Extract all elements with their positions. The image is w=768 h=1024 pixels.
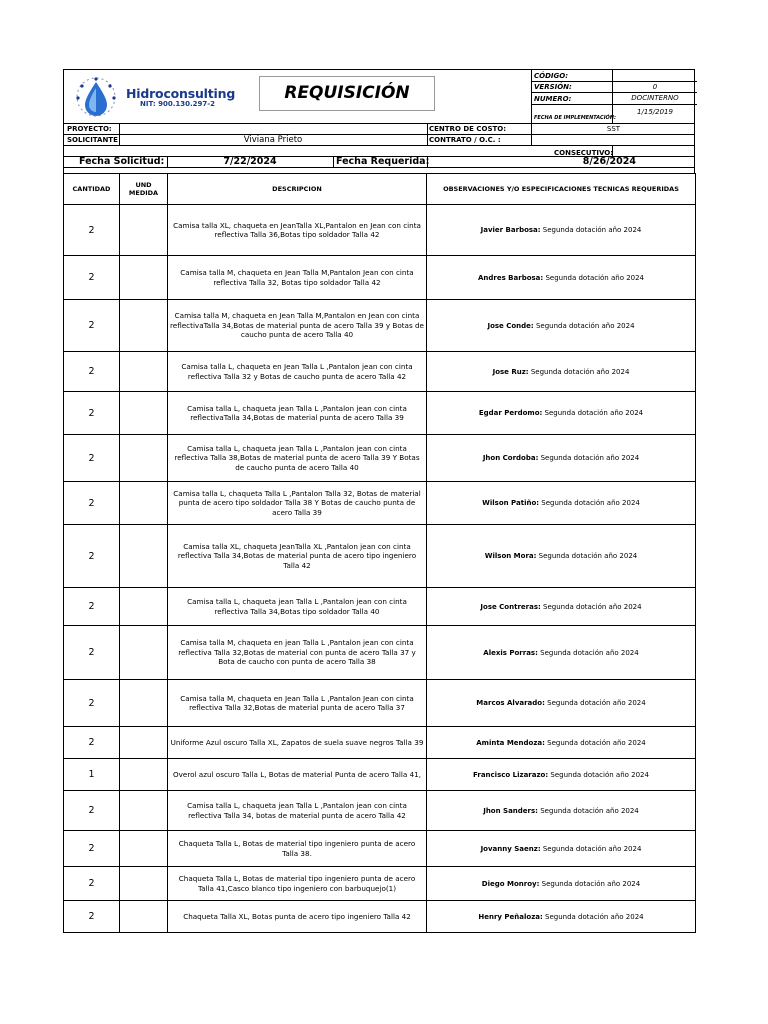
header-observaciones: OBSERVACIONES Y/O ESPECIFICACIONES TECNICAS REQUERIDAS — [427, 174, 696, 205]
solicitante-label: SOLICITANTE — [67, 136, 118, 144]
row-cantidad: 2 — [64, 352, 120, 392]
row-descripcion: Camisa talla XL, chaqueta en JeanTalla XL,Pantalon en Jean con cinta reflectiva Talla 36,Botas tipo soldador Talla 42 — [168, 205, 427, 256]
row-observaciones — [427, 680, 696, 727]
row-observation-text: Segunda dotación año 2024 — [533, 321, 635, 330]
meta-version-label: VERSIÓN: — [534, 83, 572, 91]
row-observaciones — [427, 588, 696, 626]
meta-fecha-impl-row — [532, 105, 697, 124]
table-row — [64, 867, 696, 901]
row-observaciones — [427, 205, 696, 256]
solicitante-row — [63, 134, 695, 145]
row-und-medida — [120, 352, 168, 392]
table-row — [64, 435, 696, 482]
meta-numero-label: NUMERO: — [534, 95, 572, 103]
header-cantidad: CANTIDAD — [64, 174, 120, 205]
row-observation-text: Segunda dotación año 2024 — [542, 409, 644, 417]
row-und-medida — [120, 525, 168, 588]
row-person-name: Wilson Mora: — [484, 552, 537, 560]
centro-costo-label: CENTRO DE COSTO: — [429, 125, 507, 133]
fecha-requerida-label: Fecha Requerida: — [336, 156, 430, 167]
table-row — [64, 352, 696, 392]
row-observation-text: Segunda dotación año 2024 — [539, 499, 640, 507]
solicitante-value: Viviana Prieto — [243, 135, 303, 145]
fecha-solicitud-label: Fecha Solicitud: — [79, 156, 165, 167]
row-observaciones — [427, 352, 696, 392]
table-row — [64, 831, 696, 867]
row-person-name: Henry Peñaloza: — [478, 912, 543, 921]
meta-numero-row — [532, 93, 697, 105]
document-meta — [531, 70, 697, 124]
row-person-name: Jose Contreras: — [480, 602, 541, 611]
row-descripcion: Camisa talla M, chaqueta en jean Talla L ,Pantalon jean con cinta reflectiva Talla 32,Botas de material con punta de acero Talla 37 y Bota de caucho con punta de acero Talla 38 — [168, 626, 427, 680]
proyecto-label: PROYECTO: — [67, 125, 112, 133]
row-descripcion: Camisa talla XL, chaqueta JeanTalla XL ,Pantalon jean con cinta reflectiva Talla 34,Botas de material punta de acero tipo ingeniero Talla 42 — [168, 525, 427, 588]
row-cantidad: 2 — [64, 482, 120, 525]
row-person-name: Javier Barbosa: — [480, 226, 541, 234]
row-observaciones — [427, 525, 696, 588]
row-observaciones — [427, 831, 696, 867]
row-cantidad: 2 — [64, 300, 120, 352]
water-drop-logo-icon — [72, 76, 124, 118]
row-observation-text: Segunda dotación año 2024 — [537, 648, 639, 657]
row-cantidad: 1 — [64, 759, 120, 791]
row-observation-text: Segunda dotación año 2024 — [528, 367, 630, 376]
row-und-medida — [120, 901, 168, 933]
table-row — [64, 482, 696, 525]
row-person-name: Jose Conde: — [487, 321, 534, 330]
row-observaciones — [427, 256, 696, 300]
row-observaciones — [427, 435, 696, 482]
row-und-medida — [120, 205, 168, 256]
row-und-medida — [120, 588, 168, 626]
row-und-medida — [120, 867, 168, 901]
row-person-name: Andres Barbosa: — [477, 273, 544, 282]
document-header — [63, 69, 695, 123]
dates-row — [63, 156, 695, 168]
row-descripcion: Camisa talla L, chaqueta en Jean Talla L ,Pantalon jean con cinta reflectiva Talla 32 y Botas de caucho punta de acero Talla 42 — [168, 352, 427, 392]
row-observation-text: Segunda dotación año 2024 — [544, 738, 646, 747]
row-descripcion: Overol azul oscuro Talla L, Botas de material Punta de acero Talla 41, — [168, 759, 427, 791]
header-descripcion: DESCRIPCION — [168, 174, 427, 205]
row-person-name: Egdar Perdomo: — [478, 409, 543, 417]
table-row — [64, 588, 696, 626]
row-descripcion: Chaqueta Talla XL, Botas punta de acero tipo ingeniero Talla 42 — [168, 901, 427, 933]
meta-codigo-row — [532, 70, 697, 82]
row-observaciones — [427, 791, 696, 831]
row-observaciones — [427, 867, 696, 901]
row-und-medida — [120, 791, 168, 831]
row-und-medida — [120, 626, 168, 680]
row-und-medida — [120, 759, 168, 791]
meta-version-row — [532, 82, 697, 93]
items-table — [63, 173, 696, 933]
row-und-medida — [120, 392, 168, 435]
row-descripcion: Camisa talla L, chaqueta jean Talla L ,Pantalon jean con cinta reflectiva Talla 34,Botas tipo soldador Talla 40 — [168, 588, 427, 626]
row-und-medida — [120, 482, 168, 525]
meta-numero-value: DOCINTERNO — [612, 93, 697, 104]
row-observation-text: Segunda dotación año 2024 — [536, 552, 638, 560]
document-title: REQUISICIÓN — [259, 76, 435, 111]
row-descripcion: Camisa talla L, chaqueta jean Talla L ,Pantalon jean con cinta reflectiva Talla 34, botas de material punta de acero Talla 42 — [168, 791, 427, 831]
row-descripcion: Camisa talla M, chaqueta en Jean Talla M,Pantalon Jean con cinta reflectiva Talla 32, Botas tipo soldador Talla 42 — [168, 256, 427, 300]
row-observaciones — [427, 901, 696, 933]
row-descripcion: Camisa talla L, chaqueta jean Talla L ,Pantalon jean con cinta reflectivaTalla 34,Botas de material punta de acero Talla 39 — [168, 392, 427, 435]
row-descripcion: Chaqueta Talla L, Botas de material tipo ingeniero punta de acero Talla 41,Casco blanco tipo ingeniero con barbuquejo(1) — [168, 867, 427, 901]
row-observation-text: Segunda dotación año 2024 — [540, 602, 642, 611]
fecha-requerida-value: 8/26/2024 — [582, 156, 636, 167]
row-observaciones — [427, 300, 696, 352]
meta-codigo-label: CÓDIGO: — [534, 72, 568, 80]
row-observaciones — [427, 727, 696, 759]
row-observaciones — [427, 626, 696, 680]
table-row — [64, 759, 696, 791]
row-und-medida — [120, 300, 168, 352]
table-row — [64, 626, 696, 680]
row-cantidad: 2 — [64, 626, 120, 680]
table-row — [64, 680, 696, 727]
contrato-label: CONTRATO / O.C. : — [429, 136, 501, 144]
meta-codigo-value — [612, 70, 697, 81]
table-row — [64, 727, 696, 759]
row-person-name: Jhon Cordoba: — [482, 454, 539, 462]
row-descripcion: Camisa talla M, chaqueta en Jean Talla L ,Pantalon Jean con cinta reflectiva Talla 32,Botas de material punta de acero Talla 37 — [168, 680, 427, 727]
row-person-name: Jhon Sanders: — [483, 806, 538, 815]
row-cantidad: 2 — [64, 525, 120, 588]
meta-version-value: 0 — [612, 82, 697, 92]
meta-fecha-impl-label: FECHA DE IMPLEMENTACIÓN: — [534, 115, 616, 121]
row-cantidad: 2 — [64, 901, 120, 933]
table-row — [64, 205, 696, 256]
fecha-solicitud-value: 7/22/2024 — [223, 156, 277, 167]
row-person-name: Jose Ruz: — [492, 367, 529, 376]
row-cantidad: 2 — [64, 588, 120, 626]
row-und-medida — [120, 256, 168, 300]
company-name: Hidroconsulting — [126, 86, 236, 101]
row-person-name: Aminta Mendoza: — [476, 738, 545, 747]
row-person-name: Francisco Lizarazo: — [473, 770, 549, 779]
row-observation-text: Segunda dotación año 2024 — [539, 879, 641, 888]
row-und-medida — [120, 680, 168, 727]
table-header-row — [64, 174, 696, 205]
row-observaciones — [427, 392, 696, 435]
centro-costo-value: SST — [606, 125, 621, 133]
header-und-medida: UND MEDIDA — [120, 174, 168, 205]
row-observation-text: Segunda dotación año 2024 — [544, 699, 646, 707]
row-observaciones — [427, 482, 696, 525]
consecutivo-row — [63, 145, 695, 156]
table-row — [64, 256, 696, 300]
row-descripcion: Chaqueta Talla L, Botas de material tipo ingeniero punta de acero Talla 38. — [168, 831, 427, 867]
items-table-body — [64, 205, 696, 933]
row-cantidad: 2 — [64, 831, 120, 867]
table-row — [64, 791, 696, 831]
row-person-name: Wilson Patiño: — [482, 499, 540, 507]
row-cantidad: 2 — [64, 867, 120, 901]
row-cantidad: 2 — [64, 256, 120, 300]
row-cantidad: 2 — [64, 392, 120, 435]
consecutivo-label: CONSECUTIVO: — [554, 149, 614, 157]
row-observation-text: Segunda dotación año 2024 — [548, 770, 649, 779]
row-und-medida — [120, 831, 168, 867]
row-descripcion: Camisa talla M, chaqueta en Jean Talla M,Pantalon en Jean con cinta reflectivaTalla 34,Botas de material punta de acero Talla 39 y Botas de caucho punta de acero Talla 40 — [168, 300, 427, 352]
company-nit: NIT: 900.130.297-2 — [140, 100, 216, 108]
proyecto-row — [63, 123, 695, 134]
row-und-medida — [120, 727, 168, 759]
row-descripcion: Uniforme Azul oscuro Talla XL, Zapatos de suela suave negros Talla 39 — [168, 727, 427, 759]
table-row — [64, 300, 696, 352]
row-observation-text: Segunda dotación año 2024 — [540, 226, 642, 234]
row-und-medida — [120, 435, 168, 482]
company-logo — [72, 76, 236, 118]
row-observation-text: Segunda dotación año 2024 — [538, 454, 640, 462]
row-person-name: Diego Monroy: — [481, 879, 540, 888]
row-observation-text: Segunda dotación año 2024 — [542, 912, 644, 921]
row-cantidad: 2 — [64, 727, 120, 759]
row-cantidad: 2 — [64, 435, 120, 482]
row-cantidad: 2 — [64, 205, 120, 256]
row-descripcion: Camisa talla L, chaqueta Talla L ,Pantalon Talla 32, Botas de material punta de acero tipo soldador Talla 38 Y Botas de caucho punta de acero Talla 39 — [168, 482, 427, 525]
table-row — [64, 392, 696, 435]
row-cantidad: 2 — [64, 791, 120, 831]
row-observation-text: Segunda dotación año 2024 — [543, 273, 645, 282]
row-cantidad: 2 — [64, 680, 120, 727]
row-descripcion: Camisa talla L, chaqueta jean Talla L ,Pantalon jean con cinta reflectiva Talla 38,Botas de material punta de acero Talla 39 Y Botas de caucho punta de acero Talla 40 — [168, 435, 427, 482]
row-observaciones — [427, 759, 696, 791]
row-observation-text: Segunda dotación año 2024 — [537, 806, 639, 815]
row-person-name: Alexis Porras: — [483, 648, 538, 657]
row-person-name: Marcos Alvarado: — [476, 699, 545, 707]
table-row — [64, 901, 696, 933]
meta-fecha-impl-value: 1/15/2019 — [612, 105, 697, 124]
row-person-name: Jovanny Saenz: — [480, 844, 541, 853]
row-observation-text: Segunda dotación año 2024 — [540, 844, 642, 853]
table-row — [64, 525, 696, 588]
requisition-sheet — [63, 69, 695, 933]
